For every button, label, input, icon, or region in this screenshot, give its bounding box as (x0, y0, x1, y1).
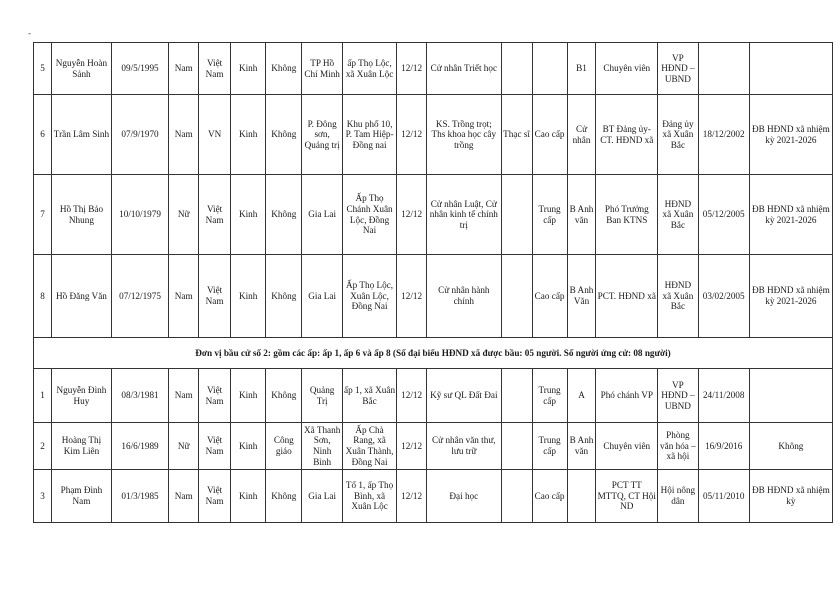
row-number: 1 (34, 369, 52, 423)
nationality: Việt Nam (199, 255, 231, 338)
gender: Nam (169, 369, 199, 423)
group1-rows (34, 43, 833, 338)
general-education: 12/12 (397, 470, 427, 523)
candidate-row (34, 423, 833, 470)
birth-date: 10/10/1979 (111, 175, 169, 255)
ethnicity: Kinh (231, 369, 266, 423)
workplace: Đảng ủy xã Xuân Bắc (658, 95, 698, 175)
gender: Nam (169, 470, 199, 523)
hometown: Gia Lai (302, 175, 342, 255)
religion: Không (266, 43, 302, 95)
general-education: 12/12 (397, 423, 427, 470)
occupation-position: Phó chánh VP (596, 369, 658, 423)
occupation-position: Chuyên viên (596, 43, 658, 95)
ethnicity: Kinh (231, 43, 266, 95)
party-join-date (698, 43, 749, 95)
candidate-row (34, 255, 833, 338)
occupation-position: Chuyên viên (596, 423, 658, 470)
candidate-row (34, 369, 833, 423)
religion: Không (266, 255, 302, 338)
professional-qualification: Cử nhân Triết học (427, 43, 502, 95)
nationality: VN (199, 95, 231, 175)
foreign-language: A (567, 369, 596, 423)
foreign-language (567, 470, 596, 523)
political-theory: Trung cấp (532, 175, 567, 255)
full-name: Phạm Đình Nam (52, 470, 112, 523)
religion: Không (266, 470, 302, 523)
candidate-row (34, 175, 833, 255)
page-mark: - (28, 28, 31, 38)
academic-degree (501, 470, 532, 523)
academic-degree (501, 175, 532, 255)
full-name: Nguyễn Hoàn Sảnh (52, 43, 112, 95)
workplace: HĐND xã Xuân Bắc (658, 175, 698, 255)
foreign-language: B1 (567, 43, 596, 95)
religion: Không (266, 95, 302, 175)
religion: Không (266, 175, 302, 255)
residence: Ấp Chà Rang, xã Xuân Thành, Đồng Nai (342, 423, 396, 470)
full-name: Hồ Đăng Văn (52, 255, 112, 338)
ethnicity: Kinh (231, 95, 266, 175)
full-name: Hoàng Thị Kim Liên (52, 423, 112, 470)
academic-degree (501, 43, 532, 95)
birth-date: 07/12/1975 (111, 255, 169, 338)
foreign-language: B Anh văn (567, 423, 596, 470)
full-name: Trần Lâm Sinh (52, 95, 112, 175)
hometown: TP Hồ Chí Minh (302, 43, 342, 95)
ethnicity: Kinh (231, 423, 266, 470)
birth-date: 01/3/1985 (111, 470, 169, 523)
hometown: Quảng Trị (302, 369, 342, 423)
hometown: Xã Thanh Sơn, Ninh Bình (302, 423, 342, 470)
nationality: Việt Nam (199, 175, 231, 255)
ethnicity: Kinh (231, 175, 266, 255)
religion: Không (266, 369, 302, 423)
current-delegate: ĐB HĐND xã nhiệm kỳ 2021-2026 (749, 175, 832, 255)
nationality: Việt Nam (199, 470, 231, 523)
candidate-row (34, 470, 833, 523)
workplace: HĐND xã Xuân Bắc (658, 255, 698, 338)
party-join-date: 24/11/2008 (698, 369, 749, 423)
hometown: Gia Lai (302, 255, 342, 338)
residence: Ấp Thọ Chánh Xuân Lộc, Đồng Nai (342, 175, 396, 255)
professional-qualification: Cử nhân văn thư, lưu trữ (427, 423, 502, 470)
professional-qualification: Cử nhân Luật, Cử nhân kinh tế chính trị (427, 175, 502, 255)
party-join-date: 05/11/2010 (698, 470, 749, 523)
academic-degree (501, 369, 532, 423)
current-delegate: ĐB HĐND xã nhiệm kỳ 2021-2026 (749, 255, 832, 338)
row-number: 7 (34, 175, 52, 255)
political-theory: Cao cấp (532, 470, 567, 523)
row-number: 5 (34, 43, 52, 95)
political-theory: Cao cấp (532, 255, 567, 338)
workplace: VP HĐND – UBND (658, 369, 698, 423)
current-delegate: ĐB HĐND xã nhiệm kỳ 2021-2026 (749, 95, 832, 175)
birth-date: 07/9/1970 (111, 95, 169, 175)
row-number: 6 (34, 95, 52, 175)
political-theory (532, 43, 567, 95)
group2-rows (34, 369, 833, 523)
general-education: 12/12 (397, 95, 427, 175)
party-join-date: 03/02/2005 (698, 255, 749, 338)
general-education: 12/12 (397, 43, 427, 95)
occupation-position: PCT. HĐND xã (596, 255, 658, 338)
candidate-row (34, 95, 833, 175)
academic-degree (501, 423, 532, 470)
political-theory: Trung cấp (532, 423, 567, 470)
workplace: Hội nông dân (658, 470, 698, 523)
foreign-language: B Anh văn (567, 175, 596, 255)
current-delegate (749, 369, 832, 423)
gender: Nam (169, 255, 199, 338)
gender: Nam (169, 43, 199, 95)
foreign-language: B Anh Văn (567, 255, 596, 338)
section-header-row (34, 338, 833, 369)
party-join-date: 05/12/2005 (698, 175, 749, 255)
political-theory: Cao cấp (532, 95, 567, 175)
occupation-position: BT Đảng ủy- CT. HĐND xã (596, 95, 658, 175)
full-name: Nguyễn Đình Huy (52, 369, 112, 423)
ethnicity: Kinh (231, 255, 266, 338)
gender: Nam (169, 95, 199, 175)
professional-qualification: Kỹ sư QL Đất Đai (427, 369, 502, 423)
row-number: 8 (34, 255, 52, 338)
residence: Ấp Thọ Lộc, Xuân Lộc, Đồng Nai (342, 255, 396, 338)
party-join-date: 18/12/2002 (698, 95, 749, 175)
political-theory: Trung cấp (532, 369, 567, 423)
academic-degree: Thạc sĩ (501, 95, 532, 175)
candidate-table (33, 42, 833, 523)
row-number: 2 (34, 423, 52, 470)
residence: ấp Thọ Lộc, xã Xuân Lộc (342, 43, 396, 95)
general-education: 12/12 (397, 175, 427, 255)
occupation-position: Phó Trưởng Ban KTNS (596, 175, 658, 255)
candidate-row (34, 43, 833, 95)
hometown: Gia Lai (302, 470, 342, 523)
workplace: Phòng văn hóa – xã hội (658, 423, 698, 470)
gender: Nữ (169, 175, 199, 255)
section-header: Đơn vị bầu cử số 2: gồm các ấp: ấp 1, ấp 6 và ấp 8 (Số đại biểu HĐND xã được bầu: 05 người. Số người ứng cử: 08 người) (34, 338, 833, 369)
row-number: 3 (34, 470, 52, 523)
current-delegate (749, 43, 832, 95)
current-delegate: ĐB HĐND xã nhiệm kỳ (749, 470, 832, 523)
foreign-language: Cử nhân (567, 95, 596, 175)
gender: Nữ (169, 423, 199, 470)
workplace: VP HĐND – UBND (658, 43, 698, 95)
party-join-date: 16/9/2016 (698, 423, 749, 470)
birth-date: 08/3/1981 (111, 369, 169, 423)
hometown: P. Đông sơn, Quảng trị (302, 95, 342, 175)
section-header-group (34, 338, 833, 369)
professional-qualification: KS. Trồng trọt; Ths khoa học cây trồng (427, 95, 502, 175)
nationality: Việt Nam (199, 369, 231, 423)
professional-qualification: Đại học (427, 470, 502, 523)
residence: Khu phố 10, P. Tam Hiệp- Đồng nai (342, 95, 396, 175)
religion: Công giáo (266, 423, 302, 470)
professional-qualification: Cử nhân hành chính (427, 255, 502, 338)
academic-degree (501, 255, 532, 338)
birth-date: 09/5/1995 (111, 43, 169, 95)
residence: Tổ 1, ấp Thọ Bình, xã Xuân Lộc (342, 470, 396, 523)
general-education: 12/12 (397, 255, 427, 338)
ethnicity: Kinh (231, 470, 266, 523)
general-education: 12/12 (397, 369, 427, 423)
residence: ấp 1, xã Xuân Bắc (342, 369, 396, 423)
full-name: Hồ Thị Bảo Nhung (52, 175, 112, 255)
current-delegate: Không (749, 423, 832, 470)
occupation-position: PCT TT MTTQ, CT Hội ND (596, 470, 658, 523)
birth-date: 16/6/1989 (111, 423, 169, 470)
nationality: Việt Nam (199, 43, 231, 95)
nationality: Việt Nam (199, 423, 231, 470)
